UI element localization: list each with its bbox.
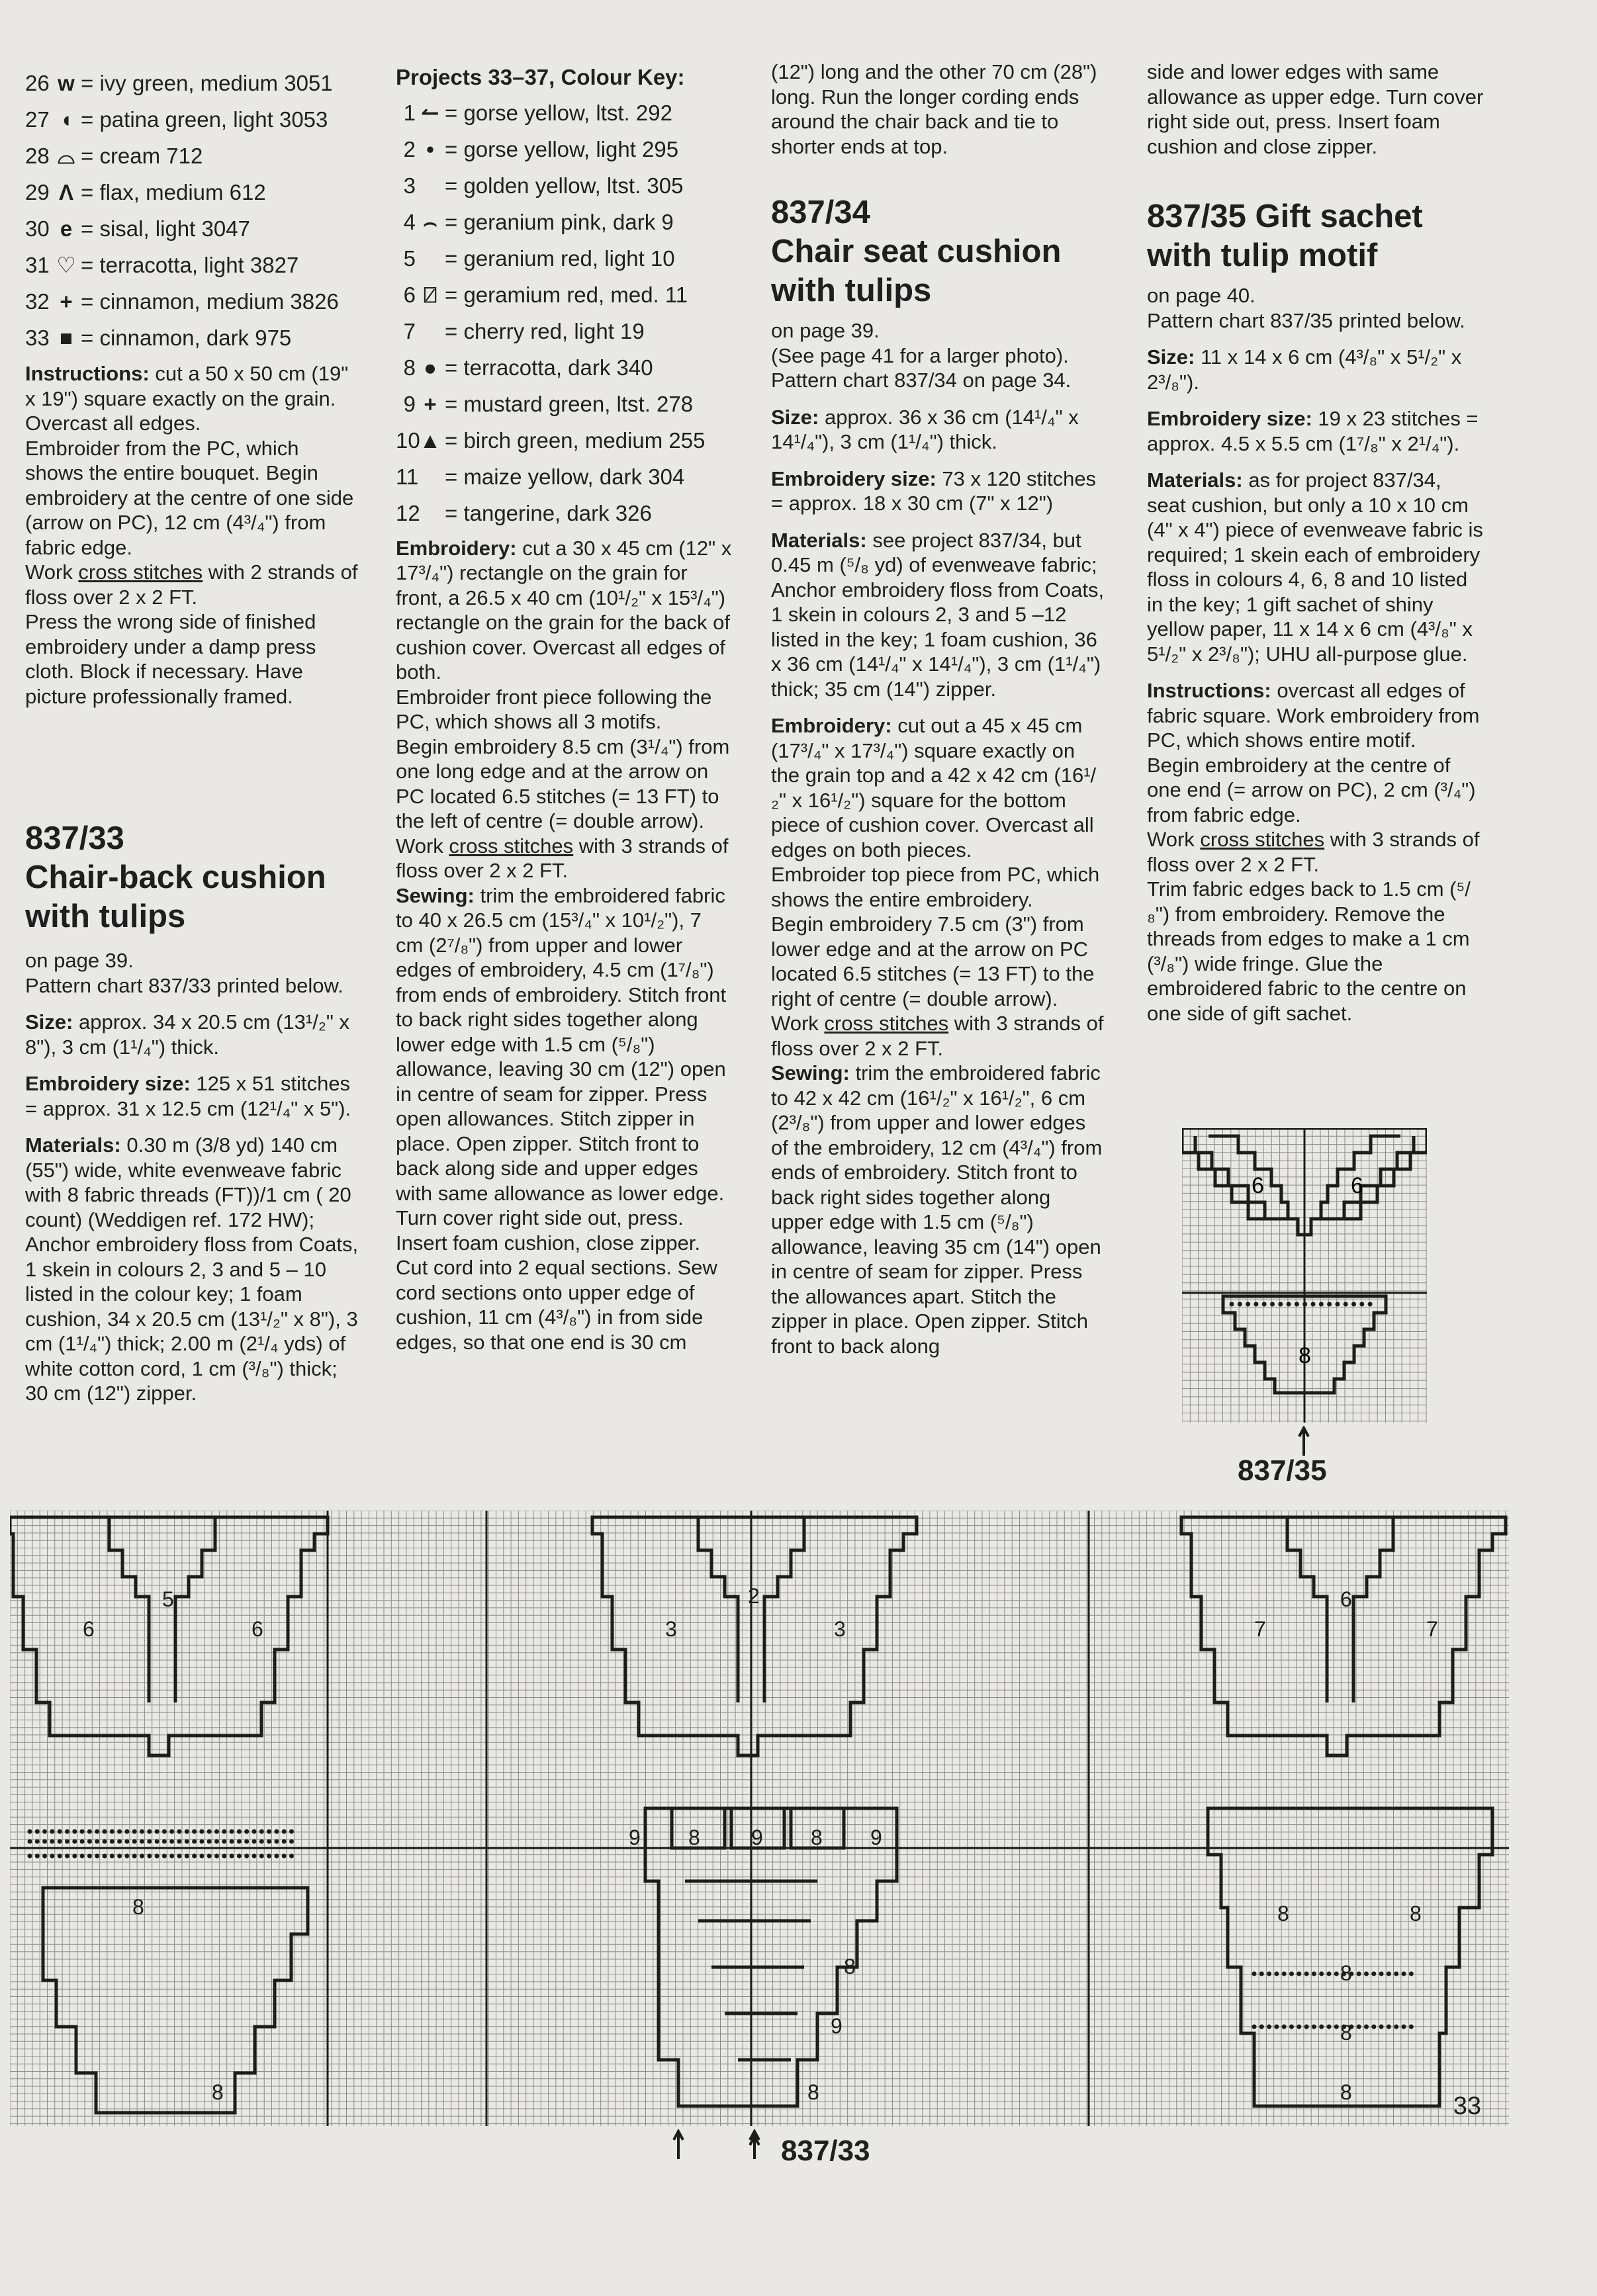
embroidery-paragraph: Embroidery: cut out a 45 x 45 cm (17³/₄" x 17³/₄") square exactly on the grain top and a 42 x 42 cm (16¹/₂" x 16¹/₂") square for the bottom piece of cushion cover. Overcast all edges on both pieces. bbox=[771, 714, 1097, 861]
materials-paragraph: Materials: see project 837/34, but 0.45 m (⁵/₈ yd) of evenweave fabric; Anchor embroidery floss from Coats, 1 skein in colours 2, 3 and 5 –12 listed in the key; 1 foam cushion, 36 x 36 cm (14¹/₄" x 14¹/₄"), 3 cm (1¹/₄") thick; 35 cm (14") zipper. bbox=[771, 528, 1105, 701]
chart-colour-number: 6 bbox=[1351, 1173, 1363, 1198]
key-row: 1 ↼ = gorse yellow, ltst. 292 bbox=[403, 101, 672, 126]
instructions-paragraph: Embroider from the PC, which shows the entire bouquet. Begin embroidery at the centre of one side (arrow on PC), 12 cm (4³/₄") from fabric edge. bbox=[25, 436, 354, 559]
cross-stitch-symbol-icon: ◖ bbox=[60, 107, 73, 132]
embroidery-size-paragraph: Embroidery size: 73 x 120 stitches = approx. 18 x 30 cm (7" x 12") bbox=[771, 466, 1097, 515]
chart-colour-number: 9 bbox=[751, 1826, 763, 1849]
chart-colour-number: 7 bbox=[1254, 1617, 1266, 1641]
chart-colour-number: 6 bbox=[1340, 1587, 1352, 1611]
chart-colour-number: 8 bbox=[1340, 1961, 1352, 1985]
chart-colour-number: 8 bbox=[1410, 1902, 1422, 1925]
colour-key bbox=[396, 95, 733, 532]
chart-colour-number: 8 bbox=[1277, 1902, 1289, 1925]
column-2: Projects 33–37, Colour Key: 1 ↼ = gorse yellow, ltst. 292 2 • = gorse yellow, light 295 3 = golden yellow, ltst. 305 4 ⌢ = geranium pink, dark 9 5 = geranium red, light 10 6 ⍁ = geramium red, med. 11 7 = cherry red, light 19 8 ● = terracotta, dark 340 9 + = mustard green, ltst. 278 10 ▲ = birch green, medium 255 11 = maize yellow, dark 304 12 = tangerine, dark 326 Embroidery: cut a 30 x 45 cm (12" x 17³/₄") rectangle on the grain for front, a 26.5 x 40 cm (10¹/₂" x 15³/₄") rectangle on the grain for the back of cushion cover. Overcast all edges of both. Embroider front piece following the PC, which shows all 3 motifs. Begin embroidery 8.5 cm (3¹/₄") from one long edge and at the arrow on PC located 6.5 stitches (= 13 FT) to the left of centre (= double arrow). Work cross stitches with 3 strands of floss over 2 x 2 FT. Sewing: trim the embroidered fabric to 40 x 26.5 cm (15³/₄" x 10¹/₂"), 7 cm (2⁷/₈") from upper and lower edges of embroidery, 4.5 cm (1⁷/₈") from ends of embroidery. Stitch front to back right sides together along lower edge with 1.5 cm (⁵/₈") allowance, leaving 30 cm (12") open in centre of seam for zipper. Press open allowances. Stitch zipper in place. Open zipper. Stitch front to back along side and upper edges with same allowance as lower edge. Turn cover right side out, press. Insert foam cushion, close zipper. Cut cord into 2 equal sections. Sew cord sections onto upper edge of cushion, 11 cm (4³/₈") in from side edges, so that one end is 30 cm bbox=[396, 65, 733, 1354]
project-837-33: 837/33 Chair-back cushion with tulips on page 39. Pattern chart 837/33 printed below. Size: approx. 34 x 20.5 cm (13¹/₂" x 8"), 3 cm (1¹/₄") thick. Embroidery size: 125 x 51 stitches = approx. 31 x 12.5 cm (12¹/₄" x 5"). Materials: 0.30 m (3/8 yd) 140 cm (55") wide, white evenweave fabric with 8 fabric threads (FT))/1 cm ( 20 count) (Weddigen ref. 172 HW); Anchor embroidery floss from Coats, 1 skein in colours 2, 3 and 5 – 10 listed in the colour key; 1 foam cushion, 34 x 20.5 cm (13¹/₂" x 8"), 3 cm (1¹/₄") thick; 2.00 m (2¹/₄ yds) of white cotton cord, 1 cm (³/₈") thick; 30 cm (12") zipper. bbox=[25, 819, 360, 1406]
key-row: 5 = geranium red, light 10 bbox=[403, 246, 675, 271]
instructions-paragraph: Instructions: cut a 50 x 50 cm (19" x 19") square exactly on the grain. Overcast all edges. bbox=[25, 362, 349, 435]
embroidery-paragraph: Embroidery: cut a 30 x 45 cm (12" x 17³/₄") rectangle on the grain for front, a 26.5 x 40 cm (10¹/₂" x 15³/₄") rectangle on the grain for the back of cushion cover. Overcast all edges of both. bbox=[396, 536, 732, 684]
key-row: 28 ⌓ = cream 712 bbox=[25, 143, 203, 168]
key-row: 27 ◖ = patina green, light 3053 bbox=[25, 107, 328, 132]
column-4: side and lower edges with same allowance as upper edge. Turn cover right side out, press. Insert foam cushion and close zipper. 837/35 Gift sachet with tulip motif on page 40. Pattern chart 837/35 printed below. Size: 11 x 14 x 6 cm (4³/₈" x 5¹/₂" x 2³/₈"). Embroidery size: 19 x 23 stitches = approx. 4.5 x 5.5 cm (1⁷/₈" x 2¹/₄"). Materials: as for project 837/34, seat cushion, but only a 10 x 10 cm (4" x 4") piece of evenweave fabric is required; 1 skein each of embroidery floss in colours 4, 6, 8 and 10 listed in the key; 1 gift sachet of shiny yellow paper, 11 x 14 x 6 cm (4³/₈" x 5¹/₂" x 2³/₈"); UHU all-purpose glue. Instructions: overcast all edges of fabric square. Work embroidery from PC, which shows entire motif. Begin embroidery at the centre of one end (= arrow on PC), 2 cm (³/₄") from fabric edge. Work cross stitches with 3 strands of floss over 2 x 2 FT. Trim fabric edges back to 1.5 cm (⁵/₈") from embroidery. Remove the threads from edges to make a 1 cm (³/₈") wide fringe. Glue the embroidered fabric to the centre on one side of gift sachet. bbox=[1147, 60, 1484, 1025]
tulip-petal-left bbox=[1195, 1136, 1288, 1219]
chart-colour-number: 9 bbox=[870, 1826, 882, 1849]
sewing-paragraph: Sewing: trim the embroidered fabric to 42 x 42 cm (16¹/₂" x 16¹/₂", 6 cm (2³/₈") from upper and lower edges of the embroidery, 12 cm (4³/₄") from ends of embroidery. Stitch front to back right sides together along upper edge with 1.5 cm (⁵/₈") allowance, leaving 35 cm (14") open in centre of seam for zipper. Press the allowances apart. Stitch the zipper in place. Open zipper. Stitch front to back along bbox=[771, 1061, 1103, 1358]
chart-label: 837/35 bbox=[1238, 1454, 1327, 1487]
tulip-petal-right bbox=[1321, 1136, 1414, 1219]
cross-stitch-symbol-icon: ▲ bbox=[419, 428, 441, 453]
column-1 bbox=[25, 65, 360, 709]
project-heading: 837/34 Chair seat cushion with tulips bbox=[771, 195, 1062, 308]
chart-colour-number: 6 bbox=[83, 1617, 95, 1641]
project-heading: 837/35 Gift sachet with tulip motif bbox=[1147, 199, 1423, 273]
key-row: 32 + = cinnamon, medium 3826 bbox=[25, 288, 339, 314]
colour-key-continued bbox=[25, 65, 360, 356]
key-row: 4 ⌢ = geranium pink, dark 9 bbox=[403, 210, 674, 235]
chart-colour-number: 9 bbox=[629, 1826, 641, 1849]
cross-stitch-symbol-icon: ↼ bbox=[421, 101, 439, 126]
key-row: 6 ⍁ = geramium red, med. 11 bbox=[403, 283, 688, 308]
key-row: 12 = tangerine, dark 326 bbox=[396, 501, 652, 526]
chart-colour-number: 8 bbox=[807, 2080, 819, 2104]
chart-label: 837/33 bbox=[781, 2135, 870, 2167]
cross-stitch-symbol-icon: • bbox=[426, 137, 434, 162]
chart-colour-number: 3 bbox=[834, 1617, 846, 1641]
cross-stitches-link[interactable]: cross stitches bbox=[78, 560, 203, 584]
chart-colour-number: 8 bbox=[811, 1826, 823, 1849]
instructions-paragraph: Instructions: overcast all edges of fabric square. Work embroidery from PC, which shows entire motif. bbox=[1147, 679, 1480, 752]
key-row: 30 e = sisal, light 3047 bbox=[25, 216, 250, 241]
key-row: 7 = cherry red, light 19 bbox=[403, 319, 645, 344]
page-number: 33 bbox=[1453, 2092, 1481, 2120]
chart-colour-number: 8 bbox=[688, 1826, 700, 1849]
pattern-chart-837-35 bbox=[1182, 1128, 1427, 1423]
sewing-paragraph: Sewing: trim the embroidered fabric to 40 x 26.5 cm (15³/₄" x 10¹/₂"), 7 cm (2⁷/₈") from upper and lower edges of embroidery, 4.5 cm (1⁷/₈") from ends of embroidery. Stitch front to back right sides together along lower edge with 1.5 cm (⁵/₈") allowance, leaving 30 cm (12") open in centre of seam for zipper. Press open allowances. Stitch zipper in place. Open zipper. Stitch front to back along side and upper edges with same allowance as lower edge. Turn cover right side out, press. Insert foam cushion, close zipper. bbox=[396, 883, 727, 1255]
chart-colour-number: 8 bbox=[132, 1895, 144, 1919]
key-row: 8 ● = terracotta, dark 340 bbox=[403, 355, 653, 380]
chart-colour-number: 8 bbox=[1299, 1343, 1311, 1368]
chart-colour-number: 8 bbox=[212, 2080, 224, 2104]
chart-colour-number: 2 bbox=[748, 1584, 760, 1608]
pot-outline bbox=[1208, 1808, 1492, 2106]
embroidery-size-paragraph: Embroidery size: 19 x 23 stitches = approx. 4.5 x 5.5 cm (1⁷/₈" x 2¹/₄"). bbox=[1147, 407, 1479, 455]
key-row: 2 • = gorse yellow, light 295 bbox=[403, 137, 679, 162]
cross-stitches-link[interactable]: cross stitches bbox=[1200, 828, 1325, 851]
cross-stitch-symbol-icon: ⍁ bbox=[424, 283, 437, 308]
centre-double-arrow-icon bbox=[748, 2129, 761, 2159]
chart-colour-number: 9 bbox=[831, 2014, 843, 2038]
column-3: (12") long and the other 70 cm (28") long. Run the longer cording ends around the chair back and tie to shorter ends at top. 837/34 Chair seat cushion with tulips on page 39. (See page 41 for a larger photo). Pattern chart 837/34 on page 34. Size: approx. 36 x 36 cm (14¹/₄" x 14¹/₄"), 3 cm (1¹/₄") thick. Embroidery size: 73 x 120 stitches = approx. 18 x 30 cm (7" x 12") Materials: see project 837/34, but 0.45 m (⁵/₈ yd) of evenweave fabric; Anchor embroidery floss from Coats, 1 skein in colours 2, 3 and 5 –12 listed in the key; 1 foam cushion, 36 x 36 cm (14¹/₄" x 14¹/₄"), 3 cm (1¹/₄") thick; 35 cm (14") zipper. Embroidery: cut out a 45 x 45 cm (17³/₄" x 17³/₄") square exactly on the grain top and a 42 x 42 cm (16¹/₂" x 16¹/₂") square for the bottom piece of cushion cover. Overcast all edges on both pieces. Embroider top piece from PC, which shows the entire embroidery. Begin embroidery 7.5 cm (3") from lower edge and at the arrow on PC located 6.5 stitches (= 13 FT) to the right of centre (= double arrow). Work cross stitches with 3 strands of floss over 2 x 2 FT. Sewing: trim the embroidered fabric to 42 x 42 cm (16¹/₂" x 16¹/₂", 6 cm (2³/₈") from upper and lower edges of the embroidery, 12 cm (4³/₄") from ends of embroidery. Stitch front to back right sides together along upper edge with 1.5 cm (⁵/₈") allowance, leaving 35 cm (14") open in centre of seam for zipper. Press the allowances apart. Stitch the zipper in place. Open zipper. Stitch front to back along bbox=[771, 60, 1107, 1358]
cross-stitch-symbol-icon: e bbox=[60, 216, 73, 241]
key-row: 3 = golden yellow, ltst. 305 bbox=[403, 173, 684, 199]
size-paragraph: Size: approx. 36 x 36 cm (14¹/₄" x 14¹/₄"), 3 cm (1¹/₄") thick. bbox=[771, 405, 1079, 453]
project-heading: 837/33 Chair-back cushion with tulips bbox=[25, 820, 326, 934]
cross-stitches-link[interactable]: cross stitches bbox=[824, 1012, 949, 1035]
chart-colour-number: 7 bbox=[1426, 1617, 1438, 1641]
key-row: 10 ▲ = birch green, medium 255 bbox=[396, 428, 706, 453]
chart-colour-number: 8 bbox=[844, 1955, 856, 1978]
size-paragraph: Size: approx. 34 x 20.5 cm (13¹/₂" x 8"), 3 cm (1¹/₄") thick. bbox=[25, 1010, 349, 1059]
chart-colour-number: 6 bbox=[251, 1617, 263, 1641]
pattern-chart-837-33 bbox=[10, 1511, 1509, 2126]
materials-paragraph: Materials: as for project 837/34, seat cushion, but only a 10 x 10 cm (4" x 4") piece of evenweave fabric is required; 1 skein each of embroidery floss in colours 4, 6, 8 and 10 listed in the key; 1 gift sachet of shiny yellow paper, 11 x 14 x 6 cm (4³/₈" x 5¹/₂" x 2³/₈"); UHU all-purpose glue. bbox=[1147, 468, 1483, 666]
cross-stitch-symbol-icon: Λ bbox=[58, 179, 73, 204]
cross-stitch-symbol-icon: ⌢ bbox=[423, 210, 437, 235]
key-row: 9 + = mustard green, ltst. 278 bbox=[403, 392, 694, 417]
cross-stitch-symbol-icon: ■ bbox=[60, 325, 73, 350]
materials-paragraph: Materials: 0.30 m (3/8 yd) 140 cm (55") wide, white evenweave fabric with 8 fabric threads (FT))/1 cm ( 20 count) (Weddigen ref. 172 HW); Anchor embroidery floss from Coats, 1 skein in colours 2, 3 and 5 – 10 listed in the colour key; 1 foam cushion, 34 x 20.5 cm (13¹/₂" x 8"), 3 cm (1¹/₄") thick; 2.00 m (2¹/₄ yds) of white cotton cord, 1 cm (³/₈") thick; 30 cm (12") zipper. bbox=[25, 1133, 359, 1405]
colour-key-title: Projects 33–37, Colour Key: bbox=[396, 65, 685, 89]
key-row: 29 Λ = flax, medium 612 bbox=[25, 179, 266, 204]
cross-stitch-symbol-icon: ● bbox=[424, 355, 437, 380]
chart-colour-number: 8 bbox=[1340, 2021, 1352, 2045]
chart-colour-number: 5 bbox=[162, 1587, 174, 1611]
cross-stitch-symbol-icon: w bbox=[58, 70, 75, 95]
start-arrow-icon bbox=[1297, 1426, 1310, 1456]
cross-stitch-symbol-icon: ⌓ bbox=[57, 143, 75, 168]
chart-colour-number: 3 bbox=[665, 1617, 677, 1641]
start-arrow-icon bbox=[672, 2129, 685, 2159]
embroidery-size-paragraph: Embroidery size: 125 x 51 stitches = approx. 31 x 12.5 cm (12¹/₄" x 5"). bbox=[25, 1072, 351, 1120]
cross-stitch-symbol-icon: ♡ bbox=[56, 252, 76, 277]
chart-colour-number: 6 bbox=[1252, 1173, 1264, 1198]
cross-stitch-symbol-icon: + bbox=[60, 288, 73, 314]
cross-stitches-link[interactable]: cross stitches bbox=[449, 834, 574, 858]
instructions-paragraph: Work cross stitches with 2 strands of floss over 2 x 2 FT. bbox=[25, 560, 358, 609]
key-row: 11 = maize yellow, dark 304 bbox=[396, 464, 685, 490]
size-paragraph: Size: 11 x 14 x 6 cm (4³/₈" x 5¹/₂" x 2³/₈"). bbox=[1147, 345, 1462, 394]
dot-stitches bbox=[1230, 1302, 1373, 1307]
cross-stitch-symbol-icon: + bbox=[424, 392, 437, 417]
key-row: 33 ■ = cinnamon, dark 975 bbox=[25, 325, 292, 350]
chart-colour-number: 8 bbox=[1340, 2080, 1352, 2104]
key-row: 26 w = ivy green, medium 3051 bbox=[25, 70, 333, 95]
instructions-paragraph: Press the wrong side of finished embroidery under a damp press cloth. Block if necessary. Have picture professionally framed. bbox=[25, 610, 316, 708]
key-row: 31 ♡ = terracotta, light 3827 bbox=[25, 252, 299, 277]
